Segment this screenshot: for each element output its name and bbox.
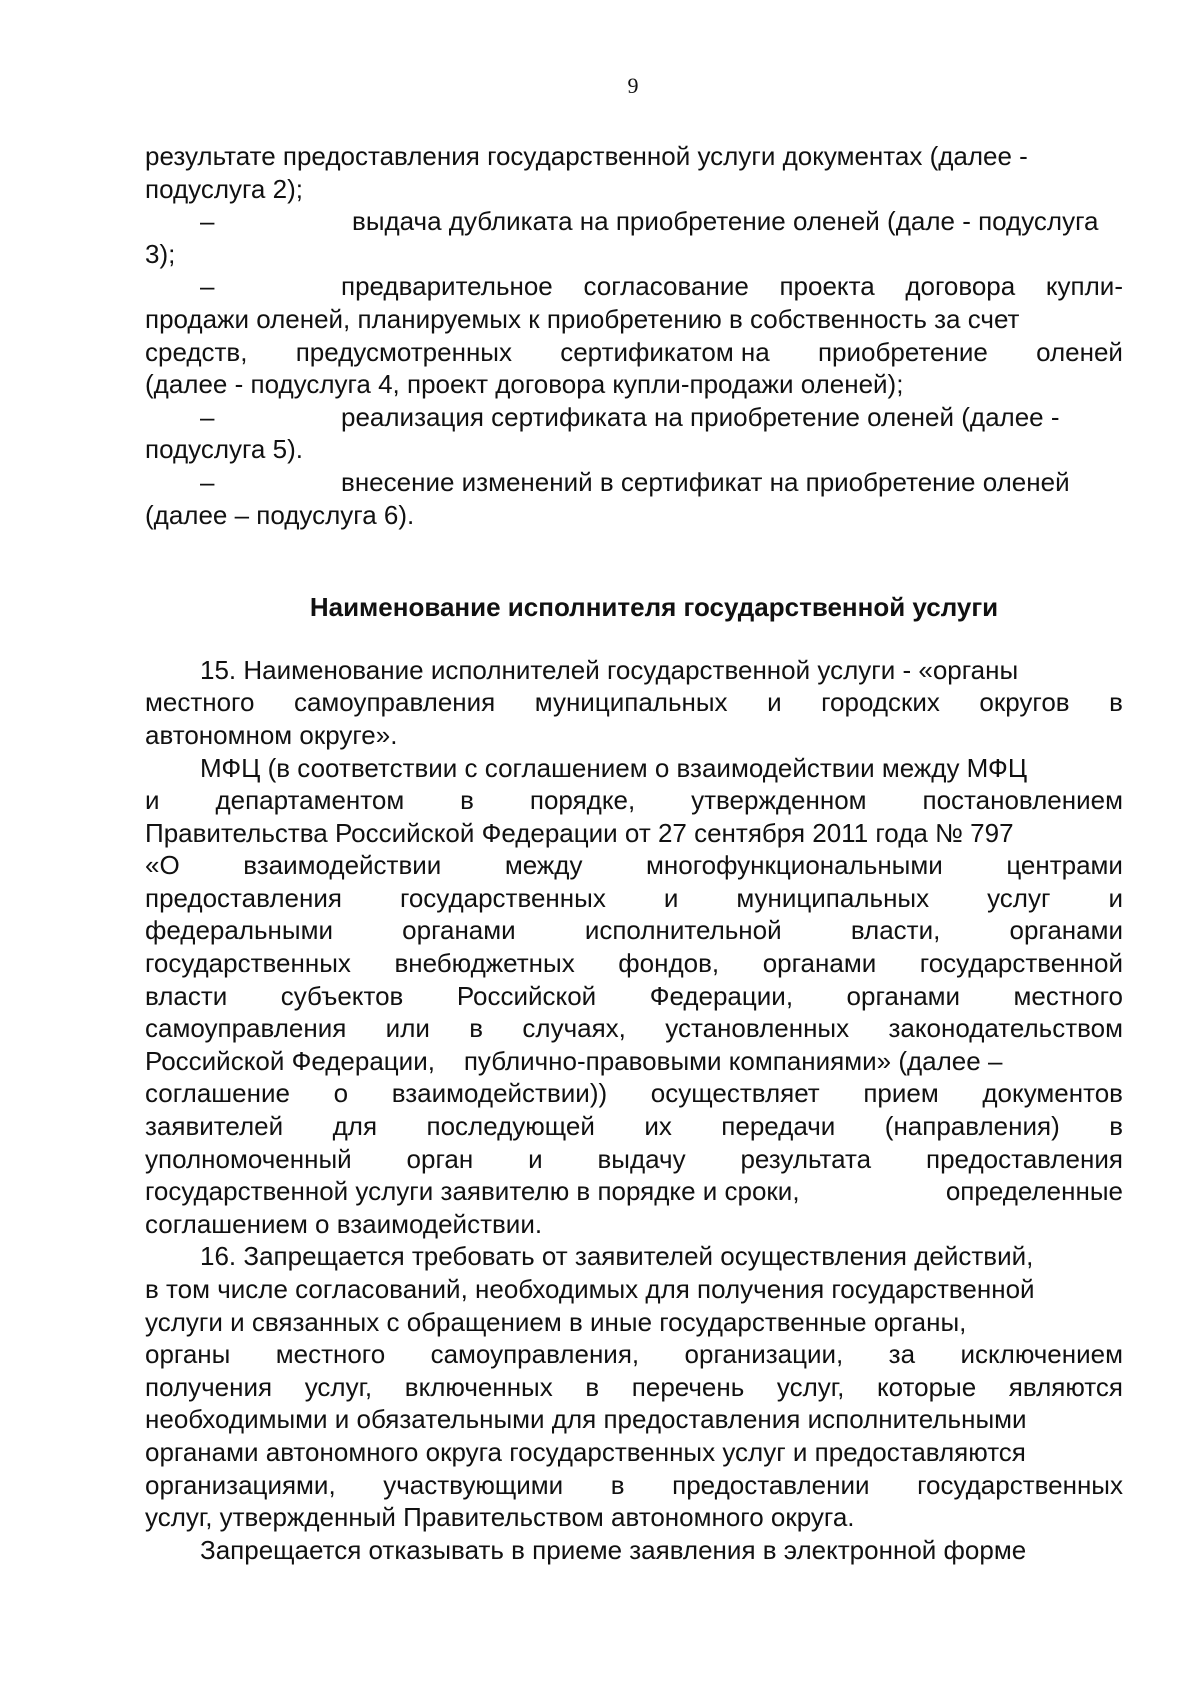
word: и	[145, 785, 160, 816]
word: приобретение	[817, 336, 988, 367]
word: согласование	[583, 271, 749, 302]
word: исключением	[960, 1339, 1123, 1370]
para-16-line-9: услуг, утвержденный Правительством автономного округа.	[145, 1502, 855, 1533]
para-16-line-4	[145, 1338, 1123, 1371]
word: включенных	[404, 1371, 553, 1402]
word: орган	[406, 1143, 474, 1174]
list-dash: –	[200, 271, 215, 302]
word: участвующими	[383, 1469, 564, 1500]
word: заявителей	[145, 1111, 284, 1142]
word: результата	[740, 1143, 872, 1174]
list-item-5	[145, 401, 1123, 434]
list-item-3-line-1: выдача дубликата на приобретение оленей (дале - подуслуга	[352, 206, 1099, 237]
word: самоуправления	[145, 1013, 347, 1044]
para-15-line-2	[145, 686, 1123, 719]
word: фондов,	[618, 948, 720, 979]
word: организациями,	[145, 1469, 336, 1500]
word: взаимодействии	[243, 850, 442, 881]
word: документов	[982, 1078, 1123, 1109]
word: договора	[905, 271, 1016, 302]
list-dash: –	[200, 401, 215, 432]
word: установленных	[665, 1013, 850, 1044]
word: местного	[145, 687, 255, 718]
word: органами	[762, 948, 877, 979]
word: в	[1109, 1111, 1123, 1142]
para-15-line-3: автономном округе».	[145, 719, 398, 750]
list-item-3-line-2: 3);	[145, 238, 176, 269]
word: определенные	[945, 1176, 1123, 1207]
word: муниципальных	[736, 882, 930, 913]
word: предоставления	[145, 882, 342, 913]
word: или	[385, 1013, 430, 1044]
para-16-line-2: в том числе согласований, необходимых для получения государственной	[145, 1274, 1035, 1304]
word: многофункциональными	[646, 850, 943, 881]
word: местного	[275, 1339, 386, 1370]
word: государственной услуги заявителю в порядке и сроки,	[145, 1176, 800, 1207]
word: услуг,	[304, 1371, 373, 1402]
word: внебюджетных	[394, 948, 575, 979]
word: предоставления	[926, 1143, 1123, 1174]
word: и	[767, 687, 782, 718]
word: средств,	[145, 336, 248, 367]
word: федеральными	[145, 915, 333, 946]
word: в	[1109, 687, 1123, 718]
word: власти,	[850, 915, 941, 946]
list-item-4-line-3	[145, 336, 1123, 369]
para-mfc-line-8	[145, 980, 1123, 1013]
word: департаментом	[215, 785, 405, 816]
word: для	[332, 1111, 378, 1142]
word: перечень	[631, 1371, 745, 1402]
para-mfc-line-9	[145, 1012, 1123, 1045]
word: исполнительной	[584, 915, 782, 946]
word: передачи	[721, 1111, 836, 1142]
list-item-4-line-1	[255, 270, 1123, 303]
word: городских	[821, 687, 940, 718]
page-number: 9	[627, 73, 639, 98]
word: самоуправления	[293, 687, 496, 718]
para-16-line-5	[145, 1371, 1123, 1404]
para-mfc-line-13	[145, 1143, 1123, 1176]
para-mfc-line-6	[145, 914, 1123, 947]
word: предоставлении	[672, 1469, 870, 1500]
word: утвержденном	[691, 785, 867, 816]
list-item-2-line-1: результате предоставления государственной услуги документах (далее -	[145, 141, 1028, 171]
list-item-2-line-2: подуслуга 2);	[145, 173, 303, 204]
word: осуществляет	[650, 1078, 820, 1109]
para-mfc-line-14	[145, 1175, 1123, 1208]
word: органами	[846, 980, 961, 1011]
word: выдачу	[597, 1143, 686, 1174]
word: местного	[1013, 980, 1123, 1011]
word: случаях,	[522, 1013, 626, 1044]
section-heading: Наименование исполнителя государственной услуги	[309, 592, 999, 623]
word: округов	[979, 687, 1070, 718]
word: между	[504, 850, 583, 881]
para-16-line-3: услуги и связанных с обращением в иные государственные органы,	[145, 1306, 967, 1337]
word: последующей	[426, 1111, 595, 1142]
list-dash: –	[200, 466, 215, 497]
word: и	[528, 1143, 543, 1174]
word: их	[644, 1111, 672, 1142]
para-mfc-line-4	[145, 849, 1123, 882]
word: в	[610, 1469, 625, 1500]
word: сертификатом на	[560, 336, 770, 367]
list-item-4	[145, 270, 1123, 303]
word: субъектов	[280, 980, 404, 1011]
word: и	[663, 882, 679, 913]
list-item-6	[145, 466, 1123, 499]
word: уполномоченный	[145, 1143, 352, 1174]
para-mfc-line-12	[145, 1110, 1123, 1143]
para-mfc-line-15: соглашением о взаимодействии.	[145, 1208, 543, 1239]
list-item-5-line-2: подуслуга 5).	[145, 434, 303, 465]
list-item-4-line-4: (далее - подуслуга 4, проект договора купли-продажи оленей);	[145, 369, 904, 400]
para-mfc-line-5	[145, 882, 1123, 915]
word: Российской	[456, 980, 597, 1011]
word: органами	[402, 915, 516, 946]
word: государственных	[917, 1469, 1123, 1500]
para-mfc-line-3: Правительства Российской Федерации от 27 сентября 2011 года № 797	[145, 817, 1014, 848]
list-item-6-line-1: внесение изменений в сертификат на приобретение оленей	[341, 466, 1070, 497]
word: услуг	[987, 882, 1051, 913]
word: проекта	[779, 271, 875, 302]
word: организации,	[684, 1339, 844, 1370]
list-item-6-line-2: (далее – подуслуга 6).	[145, 499, 415, 530]
word: оленей	[1036, 336, 1123, 367]
word: за	[888, 1339, 916, 1370]
para-15-line-1: 15. Наименование исполнителей государственной услуги - «органы	[200, 654, 1019, 685]
list-dash: –	[200, 206, 215, 237]
para-mfc-line-11	[145, 1077, 1123, 1110]
word: Федерации,	[649, 980, 794, 1011]
word: в	[585, 1371, 600, 1402]
word: взаимодействии))	[391, 1078, 608, 1109]
word: получения	[145, 1371, 273, 1402]
word: власти	[145, 980, 228, 1011]
para-16-line-8	[145, 1469, 1123, 1502]
para-mfc-line-1: МФЦ (в соответствии с соглашением о взаимодействии между МФЦ	[200, 752, 1028, 783]
word: предварительное	[341, 271, 553, 302]
word: соглашение	[145, 1078, 290, 1109]
word: предусмотренных	[295, 336, 512, 367]
word: порядке,	[529, 785, 636, 816]
word: услуг,	[776, 1371, 845, 1402]
word: которые	[876, 1371, 977, 1402]
word: прием	[863, 1078, 939, 1109]
word: являются	[1008, 1371, 1123, 1402]
list-item-5-line-1: реализация сертификата на приобретение оленей (далее -	[341, 401, 1060, 432]
word: купли-	[1045, 271, 1123, 302]
word: самоуправления,	[430, 1339, 640, 1370]
word: (направления)	[884, 1111, 1060, 1142]
word: органы	[145, 1339, 231, 1370]
word: органами	[1009, 915, 1123, 946]
list-item-4-line-2: продажи оленей, планируемых к приобретению в собственность за счет	[145, 303, 1020, 334]
word: постановлением	[922, 785, 1123, 816]
para-mfc-line-2	[145, 784, 1123, 817]
document-body	[145, 140, 1123, 1566]
para-mfc-line-10: Российской Федерации, публично-правовыми компаниями» (далее –	[145, 1045, 1003, 1076]
word: в	[460, 785, 474, 816]
word: центрами	[1006, 850, 1123, 881]
word: государственных	[399, 882, 606, 913]
para-16-line-6: необходимыми и обязательными для предоставления исполнительными	[145, 1404, 1027, 1435]
word: о	[333, 1078, 349, 1109]
para-mfc-line-7	[145, 947, 1123, 980]
para-16-line-1: 16. Запрещается требовать от заявителей осуществления действий,	[200, 1241, 1034, 1272]
word: «О	[145, 850, 180, 881]
list-item-3	[145, 205, 1123, 238]
word: и	[1108, 882, 1123, 913]
word: государственной	[919, 948, 1123, 979]
para-16-line-7: органами автономного округа государственных услуг и предоставляются	[145, 1436, 1026, 1467]
word: в	[469, 1013, 484, 1044]
word: государственных	[145, 948, 351, 979]
word: муниципальных	[534, 687, 728, 718]
word: законодательством	[888, 1013, 1123, 1044]
para-last-line-1: Запрещается отказывать в приеме заявления в электронной форме	[200, 1534, 1027, 1565]
